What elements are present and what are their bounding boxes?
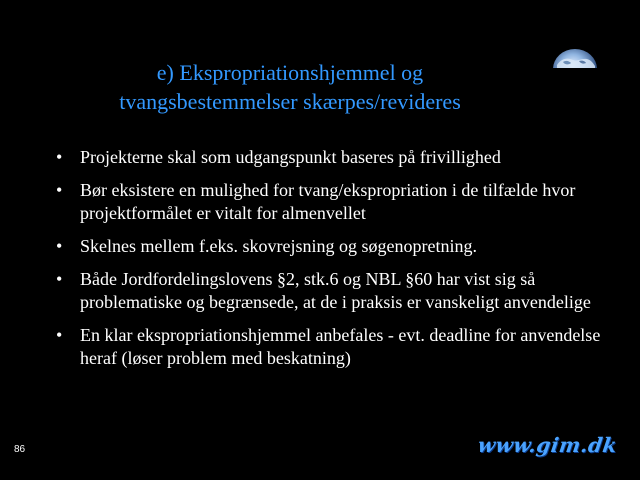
earth-globe-icon (551, 47, 599, 77)
bullet-marker: • (56, 147, 63, 167)
list-item (54, 268, 614, 314)
bullet-text: Bør eksistere en mulighed for tvang/ekspropriation i de tilfælde hvor projektformålet er vitalt for almenvellet (80, 180, 576, 223)
page-number: 86 (14, 444, 26, 455)
slide-title-line-2: tvangsbestemmelser skærpes/revideres (119, 89, 461, 114)
bullet-marker: • (56, 180, 63, 200)
list-item (54, 146, 614, 169)
bullet-text: Skelnes mellem f.eks. skovrejsning og søgenopretning. (80, 236, 477, 256)
bullet-marker: • (56, 325, 63, 345)
bullet-text: En klar ekspropriationshjemmel anbefales - evt. deadline for anvendelse heraf (løser problem med beskatning) (80, 325, 601, 368)
list-item (54, 324, 614, 370)
list-item (54, 235, 614, 258)
bullet-text: Både Jordfordelingslovens §2, stk.6 og NBL §60 har vist sig så problematiske og begrænsede, at de i praksis er vanskeligt anvendelige (80, 269, 591, 312)
bullet-list (54, 146, 614, 380)
list-item (54, 179, 614, 225)
slide-title-line-1: e) Ekspropriationshjemmel og (156, 60, 424, 85)
slide-title (60, 58, 520, 116)
website-logo[interactable]: www.gim.dk (476, 433, 619, 457)
bullet-marker: • (56, 236, 63, 256)
bullet-marker: • (56, 269, 63, 289)
bullet-text: Projekterne skal som udgangspunkt baseres på frivillighed (80, 147, 501, 167)
